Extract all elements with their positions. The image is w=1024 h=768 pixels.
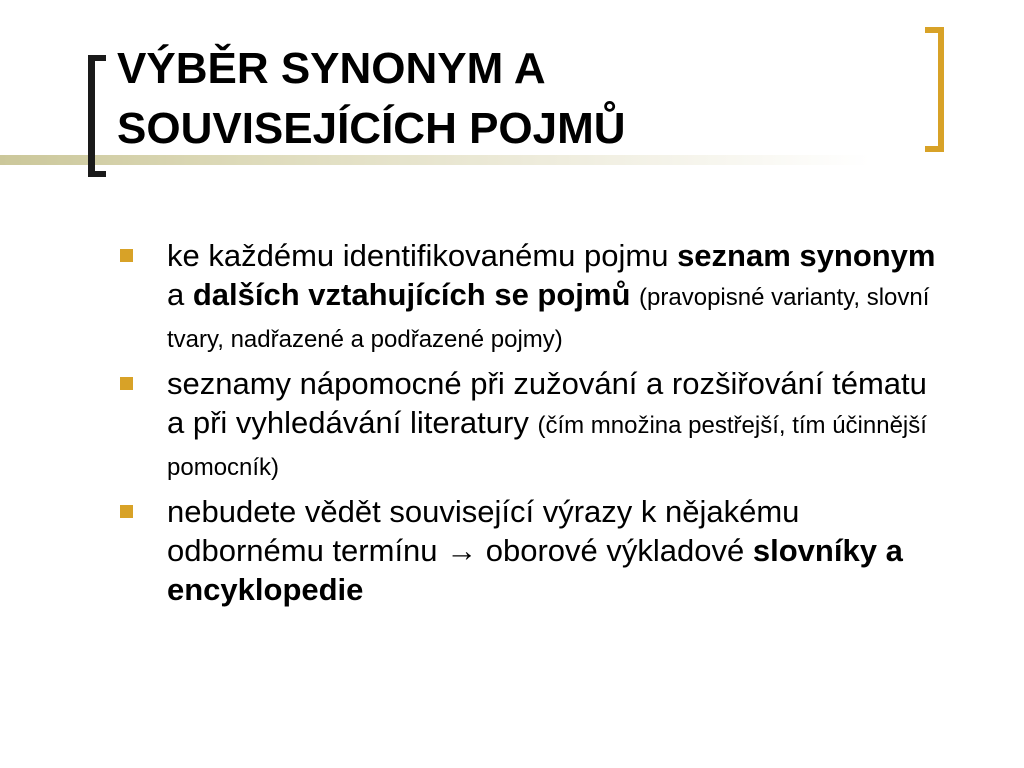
bullet-note: (čím množina pestřejší, tím účinnější pomocník) bbox=[167, 412, 927, 481]
square-bullet-icon bbox=[120, 249, 133, 262]
title-line-2: SOUVISEJÍCÍCH POJMŮ bbox=[117, 104, 626, 153]
bullet-item bbox=[120, 492, 940, 609]
bullet-text: nebudete vědět související výrazy k nějakému odbornému termínu → oborové výkladové bbox=[167, 494, 800, 568]
right-bracket-decoration bbox=[925, 27, 944, 152]
bullet-bold-text: slovníky a encyklopedie bbox=[167, 533, 903, 607]
slide-title bbox=[117, 39, 626, 159]
square-bullet-icon bbox=[120, 505, 133, 518]
bullet-text: ke každému identifikovanému pojmu bbox=[167, 238, 669, 273]
bullet-text: seznamy nápomocné při zužování a rozšiřování tématu a při vyhledávání literatury bbox=[167, 366, 927, 440]
bullet-item bbox=[120, 236, 940, 359]
bullet-bold-text: seznam synonym bbox=[677, 238, 936, 273]
bullet-text: a bbox=[167, 277, 193, 312]
title-line-1: VÝBĚR SYNONYM A bbox=[117, 44, 546, 93]
bullet-list bbox=[120, 236, 940, 614]
bullet-item bbox=[120, 364, 940, 487]
square-bullet-icon bbox=[120, 377, 133, 390]
bullet-note: (pravopisné varianty, slovní tvary, nadřazené a podřazené pojmy) bbox=[167, 284, 930, 353]
bullet-bold-text: dalších vztahujících se pojmů bbox=[192, 277, 631, 312]
left-bracket-decoration bbox=[88, 55, 106, 177]
